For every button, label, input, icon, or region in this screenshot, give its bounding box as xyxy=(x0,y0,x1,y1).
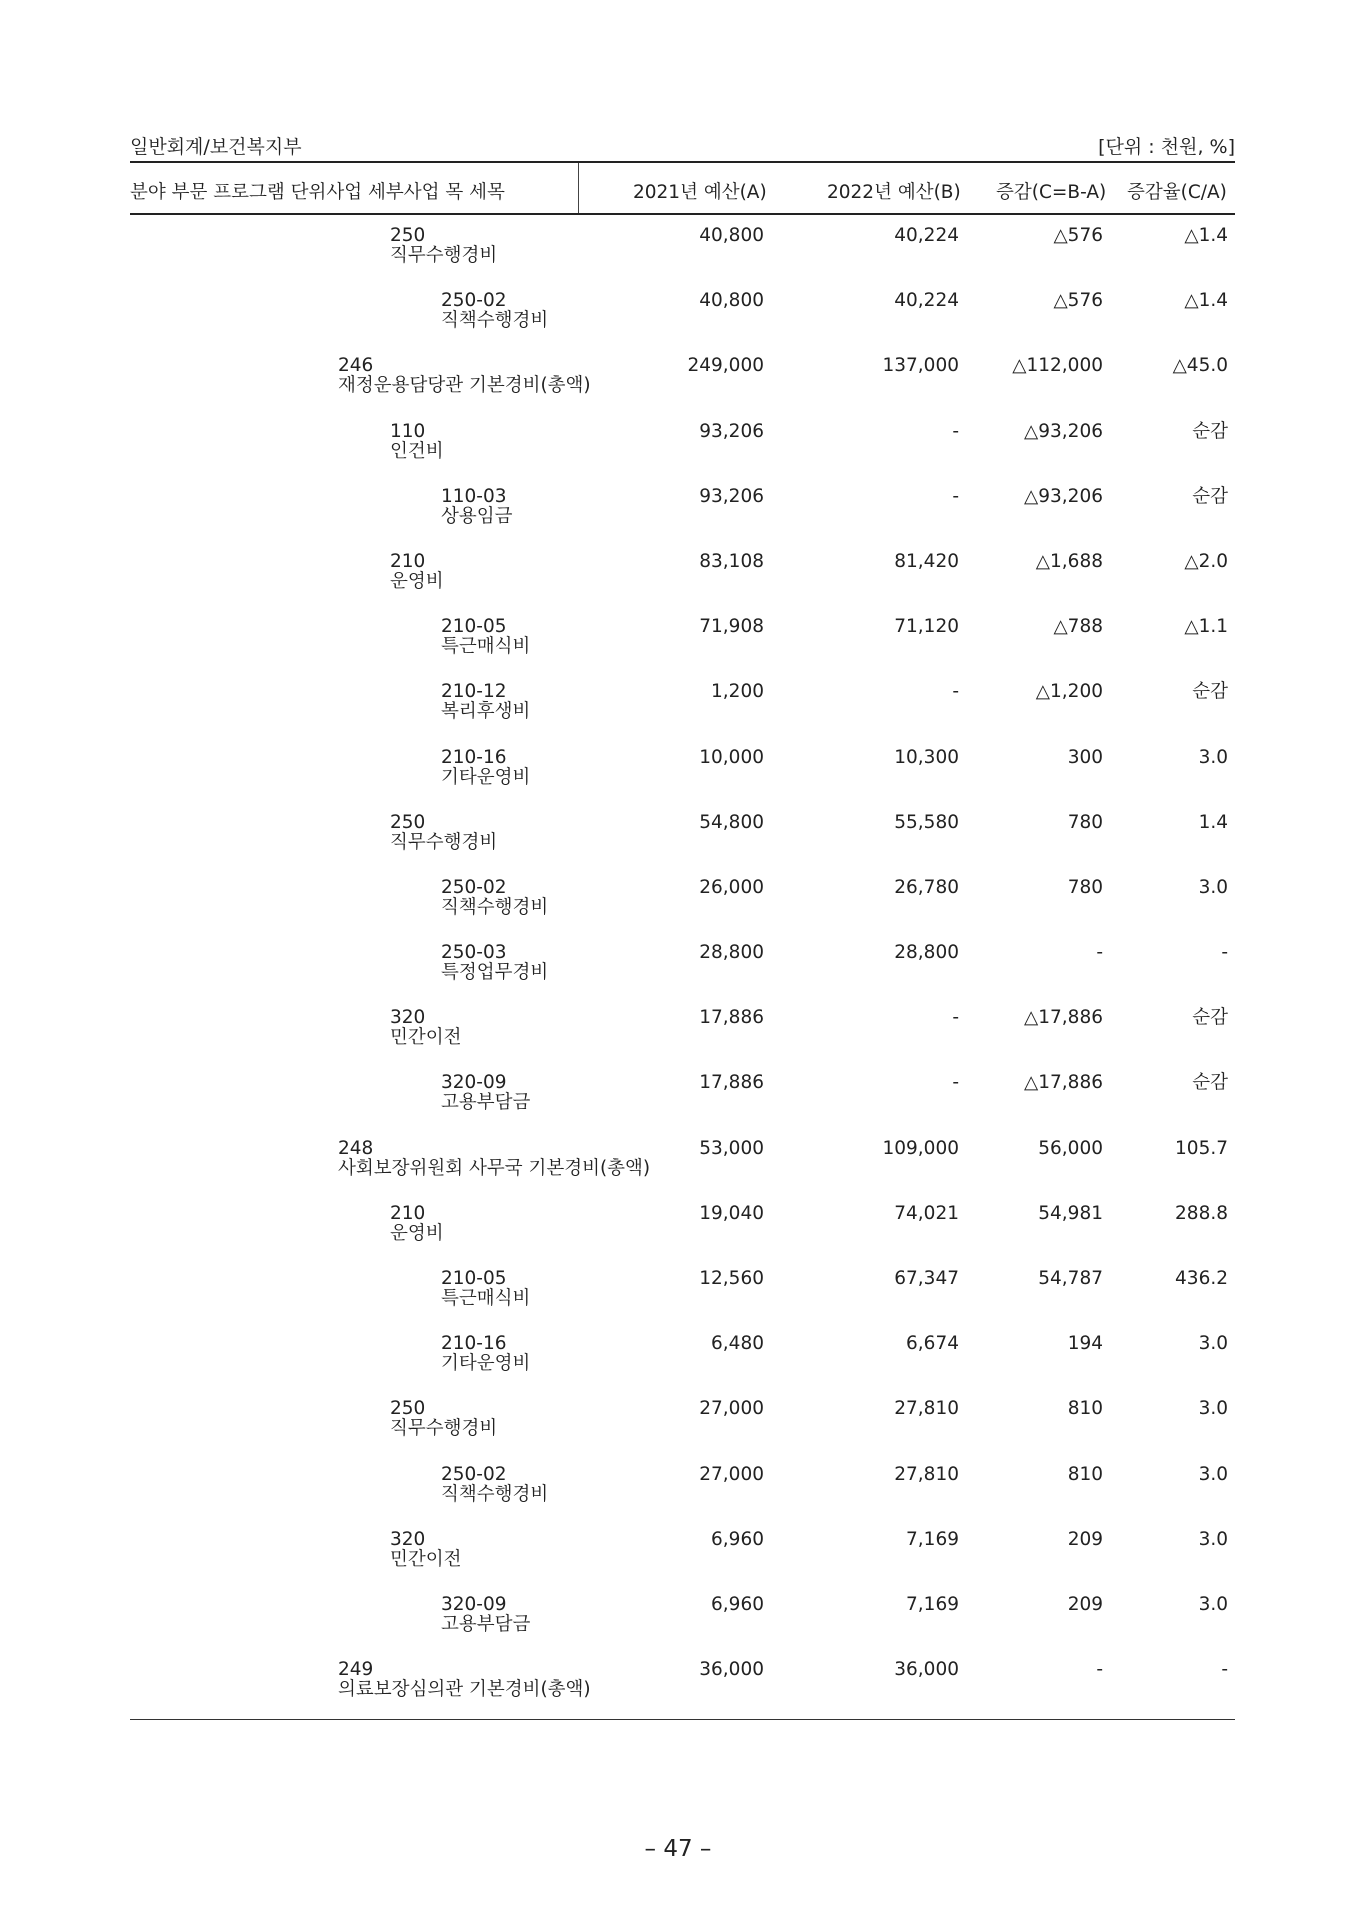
budget-2022: - xyxy=(952,681,959,703)
table-row xyxy=(0,809,1356,874)
budget-2022: 36,000 xyxy=(894,1659,959,1681)
change-amount: △576 xyxy=(1053,225,1103,246)
table-bottom-rule xyxy=(130,1719,1235,1720)
item-code: 210-05 xyxy=(441,1268,507,1289)
item-code: 320-09 xyxy=(441,1593,507,1615)
budget-2022: 40,224 xyxy=(894,225,959,246)
change-amount: △788 xyxy=(1053,616,1103,638)
change-amount: △93,206 xyxy=(1024,485,1103,507)
table-row xyxy=(0,548,1356,613)
budget-2021: 6,480 xyxy=(711,1333,764,1355)
item-name: 상용임금 xyxy=(441,505,513,527)
item-name: 운영비 xyxy=(390,570,444,592)
unit-label: [단위 : 천원, %] xyxy=(1098,136,1235,158)
change-rate: 3.0 xyxy=(1198,876,1228,898)
budget-2022: 27,810 xyxy=(894,1398,959,1420)
change-rate: - xyxy=(1221,942,1228,964)
budget-2022: - xyxy=(952,420,959,442)
change-amount: 54,787 xyxy=(1038,1268,1103,1289)
header-rate: 증감율(C/A) xyxy=(1127,182,1227,203)
table-row xyxy=(0,418,1356,483)
item-name: 직책수행경비 xyxy=(441,896,549,918)
budget-2021: 12,560 xyxy=(699,1268,764,1289)
header-2021: 2021년 예산(A) xyxy=(633,182,767,203)
item-name: 직책수행경비 xyxy=(441,1483,549,1505)
budget-2021: 40,800 xyxy=(699,225,764,246)
budget-2021: 1,200 xyxy=(711,681,764,703)
change-rate: △1.4 xyxy=(1184,225,1228,246)
table-row xyxy=(0,678,1356,743)
table-row xyxy=(0,222,1356,287)
budget-2021: 17,886 xyxy=(699,1072,764,1094)
change-amount: 300 xyxy=(1067,746,1103,768)
budget-2022: - xyxy=(952,485,959,507)
change-rate: △1.4 xyxy=(1184,290,1228,312)
budget-2021: 36,000 xyxy=(699,1659,764,1681)
change-amount: △1,200 xyxy=(1035,681,1103,703)
item-code: 249 xyxy=(338,1659,374,1681)
item-name: 인건비 xyxy=(390,440,444,462)
item-code: 250 xyxy=(390,811,426,833)
item-name: 특정업무경비 xyxy=(441,962,549,984)
change-amount: △112,000 xyxy=(1012,355,1103,377)
change-amount: 810 xyxy=(1067,1398,1103,1420)
item-code: 210-16 xyxy=(441,1333,507,1355)
change-rate: 3.0 xyxy=(1198,1398,1228,1420)
header-divider xyxy=(578,163,579,213)
budget-2022: - xyxy=(952,1072,959,1094)
item-name: 운영비 xyxy=(390,1222,444,1244)
item-name: 직무수행경비 xyxy=(390,1418,498,1440)
budget-2021: 27,000 xyxy=(699,1398,764,1420)
table-row xyxy=(0,1591,1356,1656)
change-amount: 54,981 xyxy=(1038,1202,1103,1224)
table-row xyxy=(0,352,1356,417)
table-header xyxy=(130,163,1235,213)
change-rate: 3.0 xyxy=(1198,1528,1228,1550)
change-amount: △17,886 xyxy=(1024,1007,1103,1029)
item-code: 110 xyxy=(390,420,426,442)
change-amount: - xyxy=(1096,942,1103,964)
item-code: 320-09 xyxy=(441,1072,507,1094)
budget-2022: 10,300 xyxy=(894,746,959,768)
item-name: 직무수행경비 xyxy=(390,831,498,853)
table-row xyxy=(0,1004,1356,1069)
change-amount: △576 xyxy=(1053,290,1103,312)
budget-2022: 74,021 xyxy=(894,1202,959,1224)
table-body xyxy=(0,222,1356,1721)
item-name: 복리후생비 xyxy=(441,701,531,723)
change-amount: △17,886 xyxy=(1024,1072,1103,1094)
header-2022: 2022년 예산(B) xyxy=(827,182,961,203)
item-code: 250-03 xyxy=(441,942,507,964)
item-code: 210 xyxy=(390,1202,426,1224)
item-name: 기타운영비 xyxy=(441,766,531,788)
change-rate: 288.8 xyxy=(1175,1202,1228,1224)
change-amount: △93,206 xyxy=(1024,420,1103,442)
change-rate: 순감 xyxy=(1192,485,1228,507)
item-code: 210-12 xyxy=(441,681,507,703)
budget-2021: 40,800 xyxy=(699,290,764,312)
table-row xyxy=(0,874,1356,939)
budget-2021: 28,800 xyxy=(699,942,764,964)
item-name: 민간이전 xyxy=(390,1027,462,1049)
item-code: 320 xyxy=(390,1528,426,1550)
table-row xyxy=(0,1395,1356,1460)
change-rate: △2.0 xyxy=(1184,550,1228,572)
change-rate: 순감 xyxy=(1192,1072,1228,1094)
table-row xyxy=(0,1069,1356,1134)
table-row xyxy=(0,1200,1356,1265)
change-amount: 194 xyxy=(1067,1333,1103,1355)
item-name: 직무수행경비 xyxy=(390,245,498,266)
budget-2021: 6,960 xyxy=(711,1528,764,1550)
item-code: 250-02 xyxy=(441,290,507,312)
change-rate: 436.2 xyxy=(1175,1268,1228,1289)
change-amount: △1,688 xyxy=(1035,550,1103,572)
budget-2022: 55,580 xyxy=(894,811,959,833)
item-name: 재정운용담당관 기본경비(총액) xyxy=(338,375,591,397)
table-row xyxy=(0,483,1356,548)
change-amount: 209 xyxy=(1067,1528,1103,1550)
item-name: 특근매식비 xyxy=(441,1288,531,1309)
item-name: 기타운영비 xyxy=(441,1353,531,1375)
table-header-rule xyxy=(130,213,1235,215)
change-rate: 105.7 xyxy=(1175,1137,1228,1159)
budget-2022: 71,120 xyxy=(894,616,959,638)
budget-2021: 27,000 xyxy=(699,1463,764,1485)
item-name: 민간이전 xyxy=(390,1548,462,1570)
table-row xyxy=(0,1656,1356,1721)
table-row xyxy=(0,1135,1356,1200)
budget-2022: 7,169 xyxy=(906,1528,959,1550)
change-rate: △45.0 xyxy=(1172,355,1228,377)
change-rate: 순감 xyxy=(1192,420,1228,442)
budget-2021: 93,206 xyxy=(699,485,764,507)
change-rate: 3.0 xyxy=(1198,1593,1228,1615)
change-rate: 3.0 xyxy=(1198,746,1228,768)
change-rate: 순감 xyxy=(1192,1007,1228,1029)
table-row xyxy=(0,1330,1356,1395)
item-name: 고용부담금 xyxy=(441,1092,531,1114)
item-name: 사회보장위원회 사무국 기본경비(총액) xyxy=(338,1157,651,1179)
change-rate: 1.4 xyxy=(1198,811,1228,833)
change-amount: 780 xyxy=(1067,811,1103,833)
table-row xyxy=(0,744,1356,809)
item-code: 210 xyxy=(390,550,426,572)
header-diff: 증감(C=B-A) xyxy=(996,182,1107,203)
budget-2022: 26,780 xyxy=(894,876,959,898)
item-code: 250-02 xyxy=(441,1463,507,1485)
change-rate: 3.0 xyxy=(1198,1463,1228,1485)
change-amount: 810 xyxy=(1067,1463,1103,1485)
item-code: 250 xyxy=(390,1398,426,1420)
item-code: 210-05 xyxy=(441,616,507,638)
document-title: 일반회계/보건복지부 xyxy=(130,136,302,158)
item-name: 특근매식비 xyxy=(441,636,531,658)
budget-2021: 71,908 xyxy=(699,616,764,638)
item-code: 248 xyxy=(338,1137,374,1159)
budget-2021: 83,108 xyxy=(699,550,764,572)
budget-2022: 27,810 xyxy=(894,1463,959,1485)
table-row xyxy=(0,613,1356,678)
budget-2022: 28,800 xyxy=(894,942,959,964)
item-name: 의료보장심의관 기본경비(총액) xyxy=(338,1679,591,1701)
table-row xyxy=(0,1526,1356,1591)
budget-2021: 53,000 xyxy=(699,1137,764,1159)
table-row xyxy=(0,1265,1356,1330)
table-row xyxy=(0,939,1356,1004)
change-rate: - xyxy=(1221,1659,1228,1681)
budget-2021: 17,886 xyxy=(699,1007,764,1029)
budget-2021: 6,960 xyxy=(711,1593,764,1615)
budget-2021: 19,040 xyxy=(699,1202,764,1224)
budget-2022: 7,169 xyxy=(906,1593,959,1615)
item-name: 직책수행경비 xyxy=(441,310,549,332)
budget-2022: 40,224 xyxy=(894,290,959,312)
budget-2021: 249,000 xyxy=(687,355,764,377)
budget-2021: 26,000 xyxy=(699,876,764,898)
item-name: 고용부담금 xyxy=(441,1613,531,1635)
budget-2021: 93,206 xyxy=(699,420,764,442)
item-code: 246 xyxy=(338,355,374,377)
change-rate: △1.1 xyxy=(1184,616,1228,638)
budget-2022: 67,347 xyxy=(894,1268,959,1289)
item-code: 210-16 xyxy=(441,746,507,768)
budget-2022: 6,674 xyxy=(906,1333,959,1355)
change-rate: 순감 xyxy=(1192,681,1228,703)
item-code: 110-03 xyxy=(441,485,507,507)
change-rate: 3.0 xyxy=(1198,1333,1228,1355)
table-row xyxy=(0,1461,1356,1526)
page-number: – 47 – xyxy=(644,1836,712,1862)
change-amount: - xyxy=(1096,1659,1103,1681)
budget-2021: 54,800 xyxy=(699,811,764,833)
budget-2021: 10,000 xyxy=(699,746,764,768)
change-amount: 56,000 xyxy=(1038,1137,1103,1159)
budget-2022: 137,000 xyxy=(882,355,959,377)
item-code: 320 xyxy=(390,1007,426,1029)
budget-2022: - xyxy=(952,1007,959,1029)
change-amount: 209 xyxy=(1067,1593,1103,1615)
table-row xyxy=(0,287,1356,352)
change-amount: 780 xyxy=(1067,876,1103,898)
header-category: 분야 부문 프로그램 단위사업 세부사업 목 세목 xyxy=(130,182,505,203)
item-code: 250-02 xyxy=(441,876,507,898)
budget-2022: 109,000 xyxy=(882,1137,959,1159)
budget-2022: 81,420 xyxy=(894,550,959,572)
item-code: 250 xyxy=(390,225,426,246)
